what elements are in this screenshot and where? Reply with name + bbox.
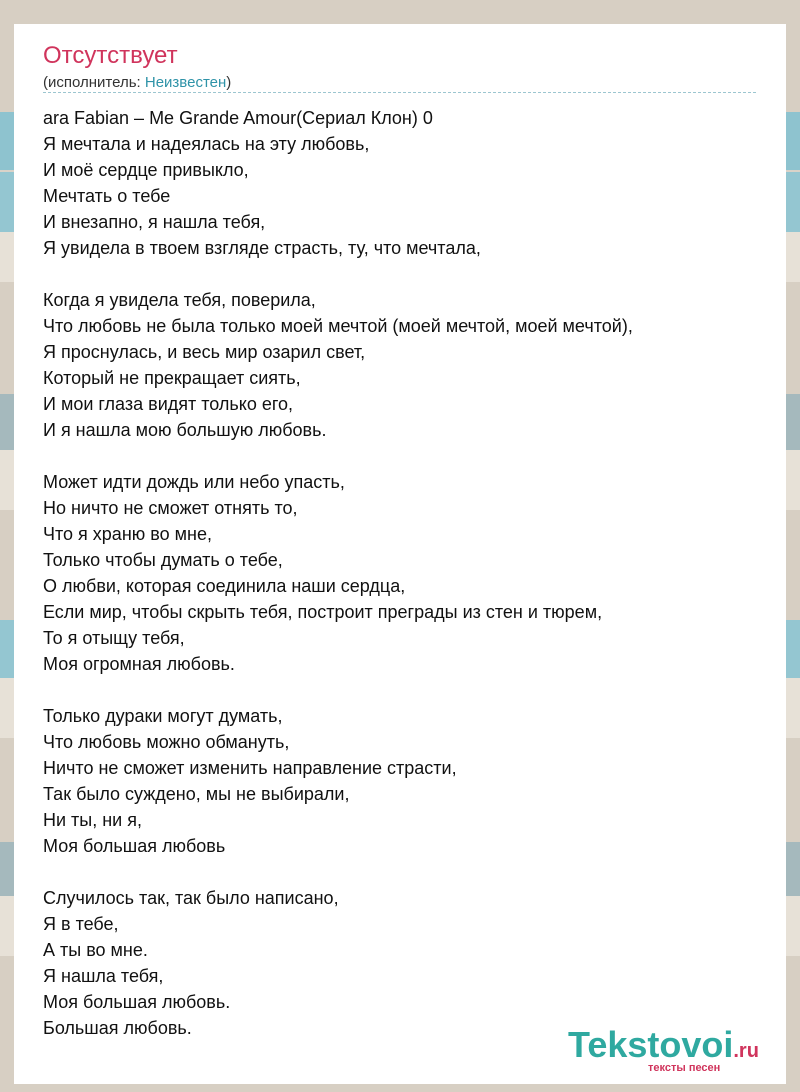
artist-line (43, 74, 231, 91)
lyric-line: И я нашла мою большую любовь. (43, 420, 327, 440)
logo-wordmark (568, 1024, 759, 1066)
lyric-line: Мечтать о тебе (43, 186, 171, 206)
lyric-line: Если мир, чтобы скрыть тебя, построит преграды из стен и тюрем, (43, 602, 603, 622)
logo-tagline: тексты песен (648, 1062, 721, 1074)
lyric-line: Случилось так, так было написано, (43, 888, 339, 908)
lyric-line: Так было суждено, мы не выбирали, (43, 784, 350, 804)
lyric-line: Я увидела в твоем взгляде страсть, ту, что мечтала, (43, 238, 481, 258)
lyric-line: Что любовь можно обмануть, (43, 732, 290, 752)
logo-tld: .ru (733, 1040, 759, 1062)
lyric-line: Но ничто не сможет отнять то, (43, 498, 298, 518)
lyric-line: И моё сердце привыкло, (43, 160, 249, 180)
song-title: Отсутствует (43, 42, 178, 69)
lyric-line: И внезапно, я нашла тебя, (43, 212, 266, 232)
lyric-line: Большая любовь. (43, 1018, 192, 1038)
lyric-line: Моя большая любовь (43, 836, 226, 856)
artist-suffix: ) (226, 74, 232, 91)
logo-name: Tekstovoi (568, 1024, 734, 1065)
lyric-line: Что любовь не была только моей мечтой (моей мечтой, моей мечтой), (43, 316, 633, 336)
site-logo[interactable] (568, 1024, 778, 1074)
lyric-line: Я в тебе, (43, 914, 119, 934)
lyric-line: Я нашла тебя, (43, 966, 164, 986)
lyric-line: То я отыщу тебя, (43, 628, 185, 648)
lyric-line: Может идти дождь или небо упасть, (43, 472, 345, 492)
lyric-line: Только дураки могут думать, (43, 706, 283, 726)
lyric-line: Ничто не сможет изменить направление страсти, (43, 758, 457, 778)
lyric-line: Который не прекращает сиять, (43, 368, 301, 388)
lyric-line: Моя огромная любовь. (43, 654, 235, 674)
lyric-line: И мои глаза видят только его, (43, 394, 294, 414)
lyric-line: Моя большая любовь. (43, 992, 231, 1012)
stanza-break (43, 261, 763, 287)
lyric-line: Я проснулась, и весь мир озарил свет, (43, 342, 366, 362)
lyric-line: ara Fabian – Me Grande Amour(Сериал Клон) 0 (43, 108, 433, 128)
artist-prefix: (исполнитель: (43, 74, 145, 91)
header-divider (43, 92, 756, 93)
lyric-line: Когда я увидела тебя, поверила, (43, 290, 316, 310)
lyric-line: А ты во мне. (43, 940, 148, 960)
lyrics-text (43, 105, 763, 1041)
stanza-break (43, 443, 763, 469)
lyric-line: Ни ты, ни я, (43, 810, 142, 830)
lyric-line: Что я храню во мне, (43, 524, 212, 544)
stanza-break (43, 677, 763, 703)
lyric-line: Я мечтала и надеялась на эту любовь, (43, 134, 370, 154)
lyric-line: О любви, которая соединила наши сердца, (43, 576, 406, 596)
lyric-line: Только чтобы думать о тебе, (43, 550, 283, 570)
stanza-break (43, 859, 763, 885)
artist-link[interactable]: Неизвестен (144, 74, 227, 91)
